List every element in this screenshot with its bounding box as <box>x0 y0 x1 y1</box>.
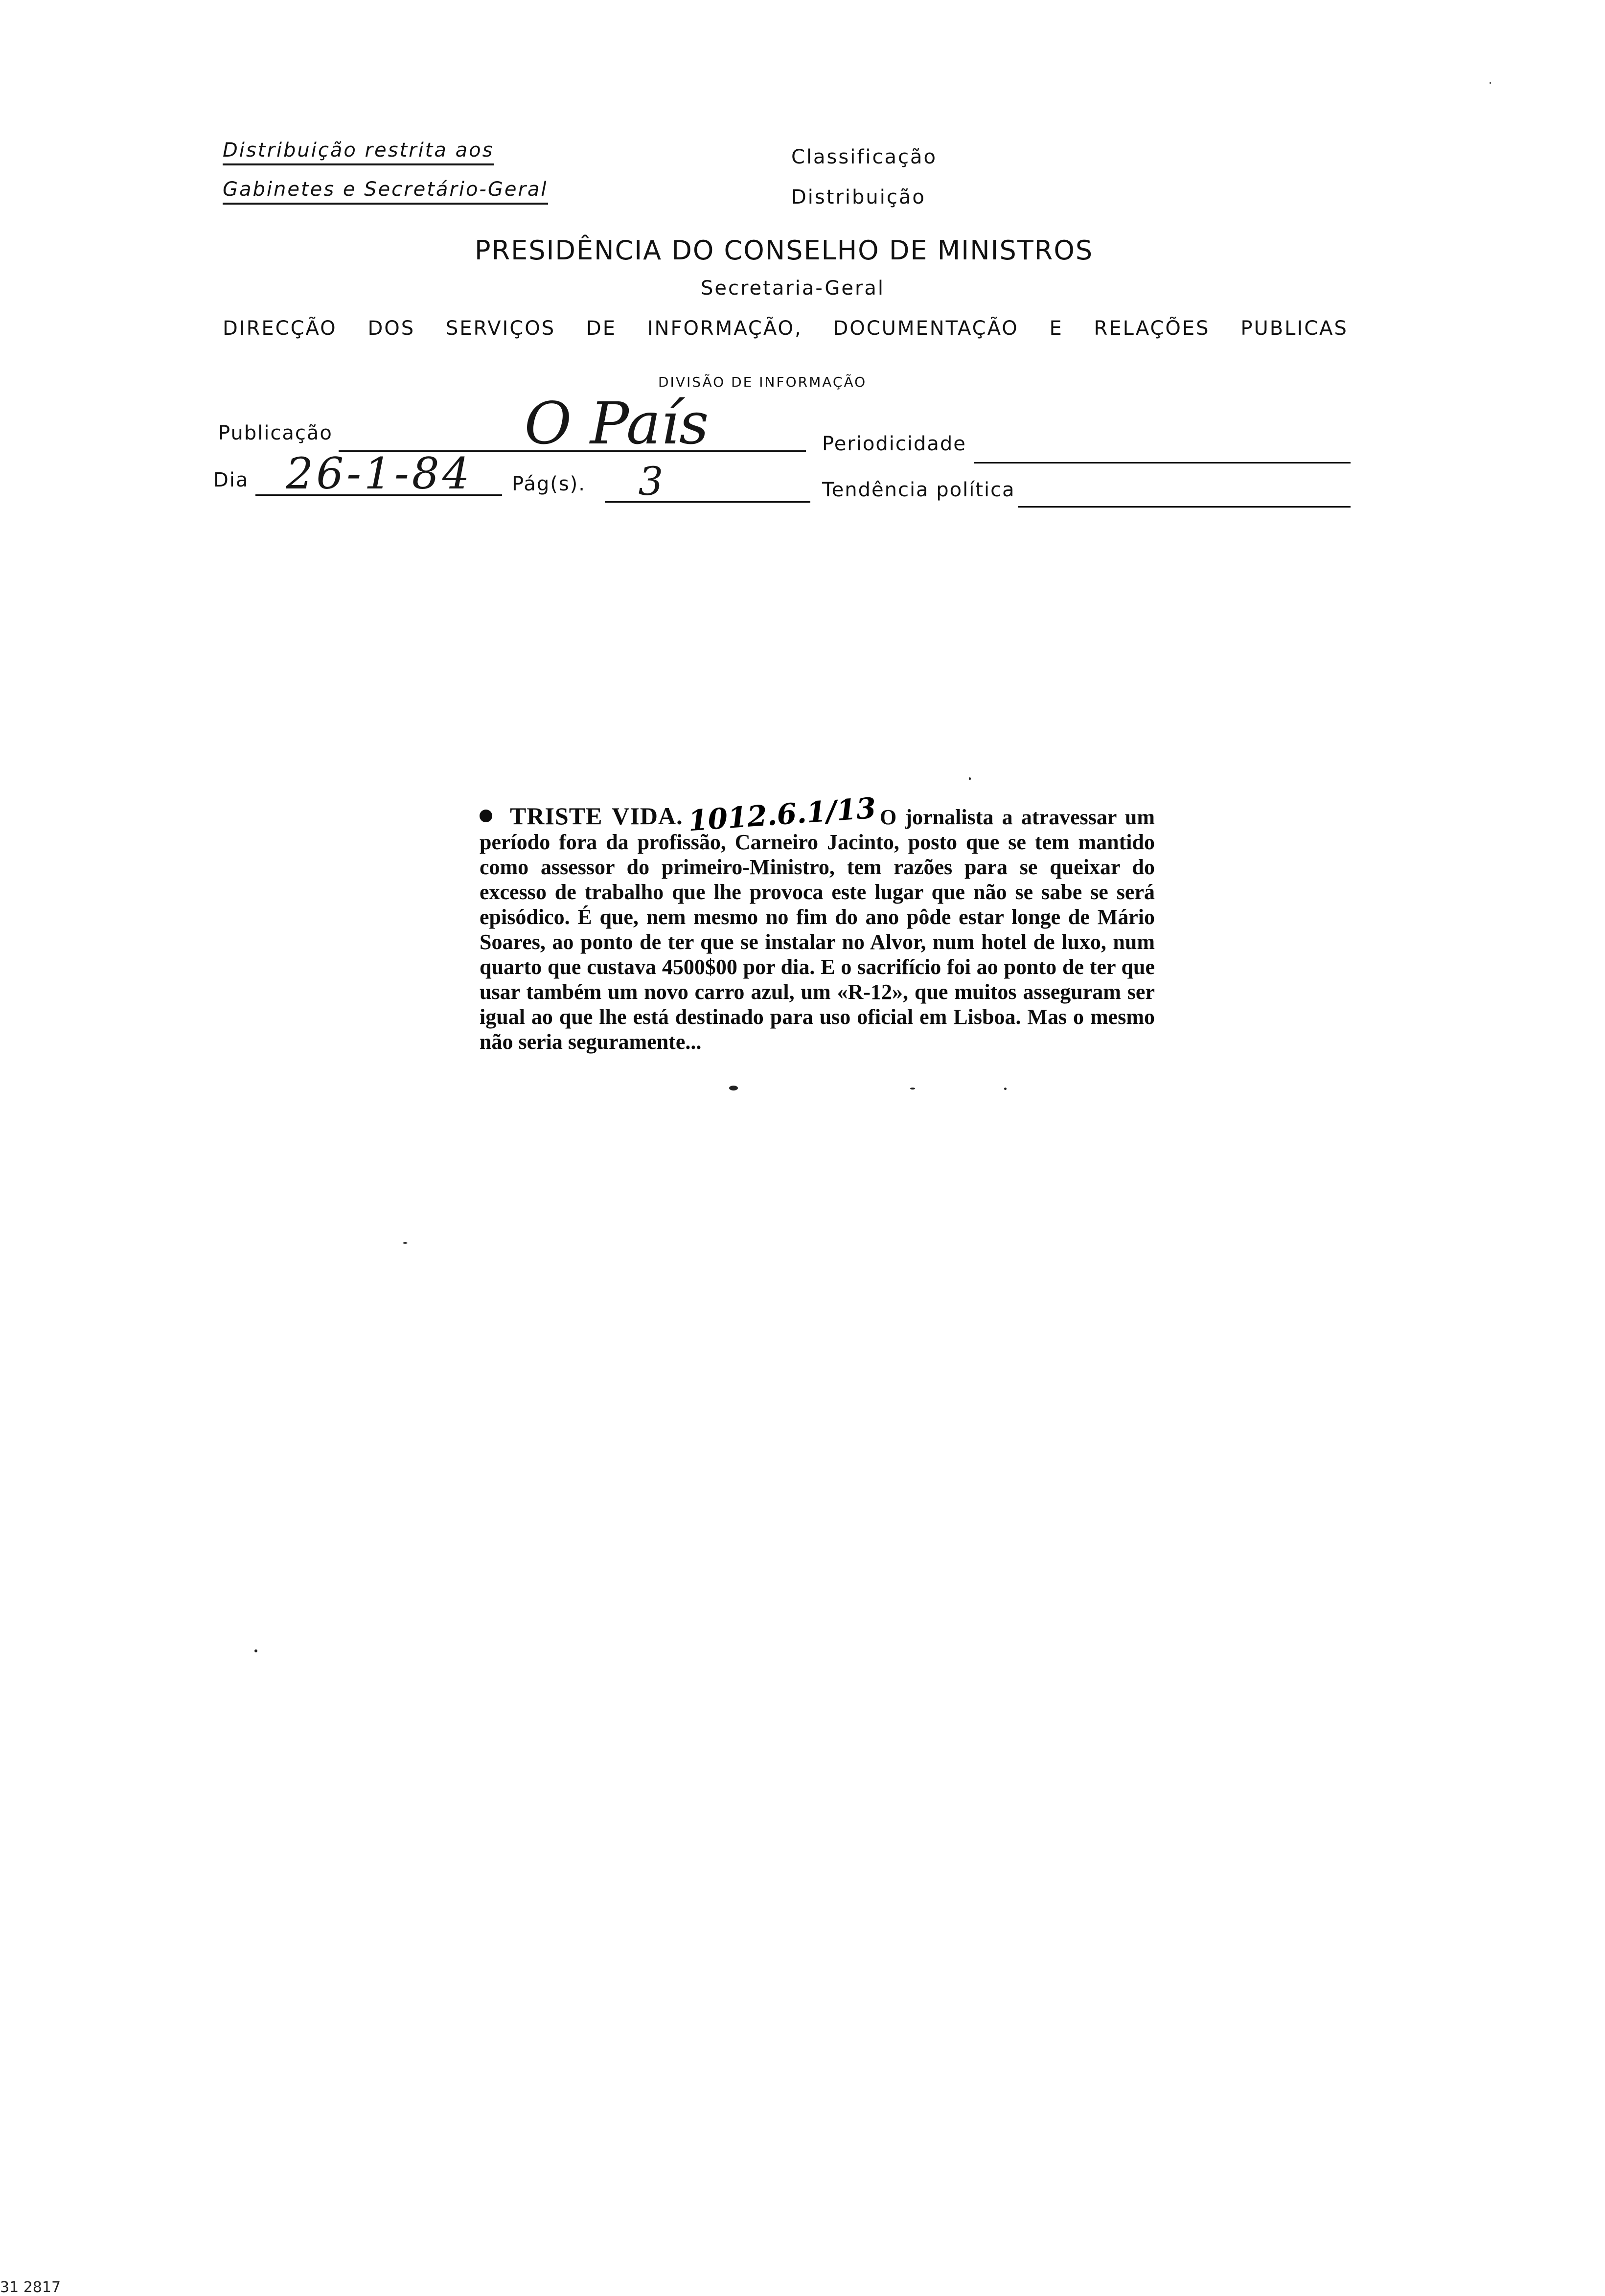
directorate-word: RELAÇÕES <box>1094 317 1210 340</box>
scan-speck <box>403 1242 408 1244</box>
political-tendency-label: Tendência política <box>822 479 1015 501</box>
publication-label: Publicação <box>218 422 333 444</box>
periodicity-label: Periodicidade <box>822 433 966 455</box>
scan-speck <box>1004 1088 1007 1090</box>
scan-speck <box>254 1649 257 1652</box>
restricted-distribution-line-2: Gabinetes e Secretário-Geral <box>223 178 548 205</box>
political-tendency-line <box>1018 506 1351 508</box>
news-clipping <box>480 791 1155 1054</box>
directorate-word: SERVIÇOS <box>445 317 556 340</box>
scan-speck <box>910 1088 915 1090</box>
restricted-distribution-line-1: Distribuição restrita aos <box>223 139 494 165</box>
clipping-body: O jornalista a atravessar um período fora da profissão, Carneiro Jacinto, posto que se tem mantido como assessor do primeiro-Ministro, tem razões para se queixar do excesso de trabalho que lhe provoca este lugar que não se sabe se será episódico. É que, nem mesmo no fim do ano pôde estar longe de Mário Soares, ao ponto de ter que se instalar no Alvor, num hotel de luxo, num quarto que custava 4500$00 por dia. E o sacrifício foi ao ponto de ter que usar também um novo carro azul, um «R-12», que muitos asseguram ser igual ao que lhe está destinado para uso oficial em Lisboa. Mas o mesmo não seria seguramente... <box>480 805 1155 1054</box>
periodicity-line <box>974 462 1351 464</box>
directorate-word: E <box>1049 317 1063 340</box>
handwritten-reference-stamp: 1012.6.1/13 <box>687 791 877 838</box>
day-value: 26-1-84 <box>286 448 473 499</box>
directorate-word: PUBLICAS <box>1240 317 1348 340</box>
document-subtitle: Secretaria-Geral <box>701 277 885 300</box>
publication-value: O País <box>524 390 709 457</box>
distribution-label: Distribuição <box>791 186 926 209</box>
bullet-icon <box>480 810 492 822</box>
pages-value: 3 <box>638 459 664 504</box>
day-label: Dia <box>213 469 249 491</box>
footer-form-code: 31 2817 <box>0 2279 61 2296</box>
scan-speck <box>969 777 971 780</box>
document-title: PRESIDÊNCIA DO CONSELHO DE MINISTROS <box>475 235 1094 266</box>
clipping-heading: TRISTE VIDA. <box>510 802 683 830</box>
directorate-word: DE <box>586 317 617 340</box>
scan-speck <box>1490 82 1491 84</box>
scan-speck <box>729 1086 738 1090</box>
directorate-word: DOS <box>367 317 415 340</box>
classification-label: Classificação <box>791 146 938 168</box>
division-label: DIVISÃO DE INFORMAÇÃO <box>658 374 867 390</box>
directorate-line <box>223 317 1348 340</box>
directorate-word: DOCUMENTAÇÃO <box>833 317 1019 340</box>
directorate-word: DIRECÇÃO <box>223 317 337 340</box>
pages-label: Pág(s). <box>512 473 586 495</box>
directorate-word: INFORMAÇÃO, <box>647 317 802 340</box>
